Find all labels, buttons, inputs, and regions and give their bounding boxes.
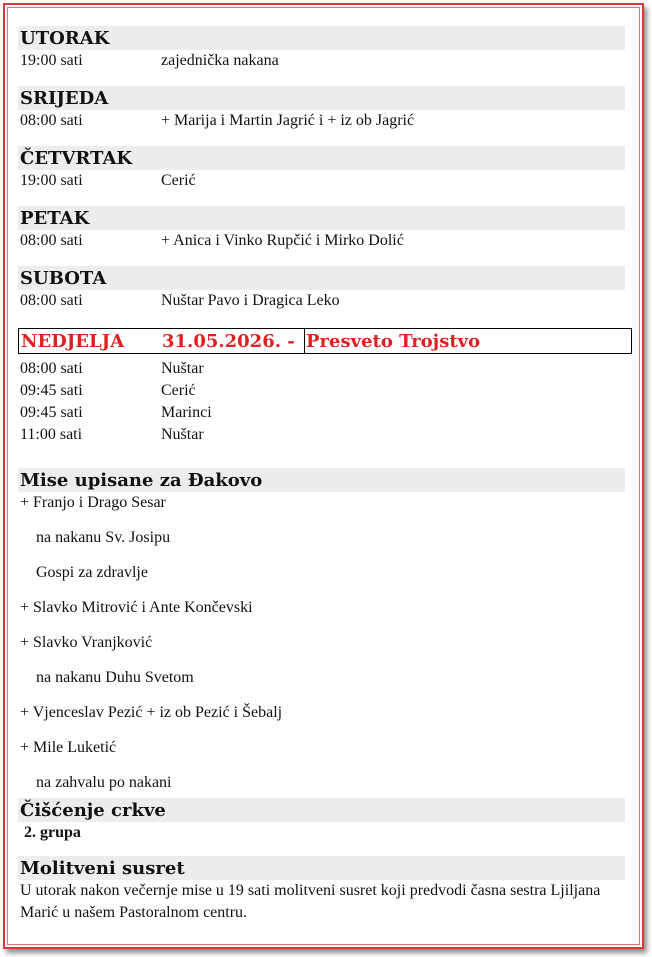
list-item: na nakanu Sv. Josipu [36, 529, 171, 546]
schedule-content [18, 26, 632, 924]
sunday-feast: Presveto Trojstvo [306, 331, 481, 352]
cleaning-heading: Čišćenje crkve [18, 798, 625, 822]
mass-time: 09:45 sati [20, 404, 83, 421]
mass-location: Nuštar [161, 426, 204, 443]
mass-intention: Nuštar Pavo i Dragica Leko [161, 292, 340, 309]
list-item: + Franjo i Drago Sesar [20, 494, 166, 511]
list-item: Gospi za zdravlje [36, 564, 148, 581]
day-heading-nedjelja: NEDJELJA [21, 331, 125, 352]
mass-row [18, 424, 632, 446]
mass-time: 09:45 sati [20, 382, 83, 399]
list-item: + Vjenceslav Pezić + iz ob Pezić i Šebalj [20, 704, 283, 721]
mass-row [18, 290, 632, 312]
day-heading-srijeda: SRIJEDA [18, 86, 625, 110]
mass-location: Cerić [161, 382, 196, 399]
mass-time: 11:00 sati [20, 426, 83, 443]
list-item: + Slavko Vranjković [20, 634, 153, 651]
mass-row [18, 402, 632, 424]
list-item: na nakanu Duhu Svetom [36, 669, 194, 686]
mass-time: 08:00 sati [20, 360, 83, 377]
day-heading-petak: PETAK [18, 206, 625, 230]
prayer-text: U utorak nakon večernje mise u 19 sati molitveni susret koji predvodi časna sestra Ljiljana Marić u našem Pastoralnom centru. [20, 882, 601, 921]
sunday-heading-box [18, 328, 632, 354]
mass-time: 08:00 sati [20, 232, 83, 249]
mass-intention: + Marija i Martin Jagrić i + iz ob Jagrić [161, 112, 415, 129]
sunday-date: 31.05.2026. - [162, 331, 295, 352]
djakovo-heading: Mise upisane za Đakovo [18, 468, 625, 492]
mass-row [18, 50, 632, 72]
mass-time: 08:00 sati [20, 292, 83, 309]
mass-time: 19:00 sati [20, 52, 83, 69]
mass-intention: zajednička nakana [161, 52, 279, 69]
day-heading-subota: SUBOTA [18, 266, 625, 290]
cleaning-group: 2. grupa [24, 824, 81, 841]
mass-intention: + Anica i Vinko Rupčić i Mirko Dolić [161, 232, 404, 249]
mass-row [18, 358, 632, 380]
list-item: + Slavko Mitrović i Ante Končevski [20, 599, 253, 616]
mass-location: Nuštar [161, 360, 204, 377]
mass-row [18, 110, 632, 132]
mass-time: 19:00 sati [20, 172, 83, 189]
mass-time: 08:00 sati [20, 112, 83, 129]
mass-row [18, 170, 632, 192]
list-item: + Mile Luketić [20, 739, 117, 756]
day-heading-utorak: UTORAK [18, 26, 625, 50]
mass-row [18, 230, 632, 252]
prayer-heading: Molitveni susret [18, 856, 625, 880]
mass-intention: Cerić [161, 172, 196, 189]
mass-row [18, 380, 632, 402]
mass-location: Marinci [161, 404, 212, 421]
day-heading-cetvrtak: ČETVRTAK [18, 146, 625, 170]
list-item: na zahvalu po nakani [36, 774, 172, 791]
